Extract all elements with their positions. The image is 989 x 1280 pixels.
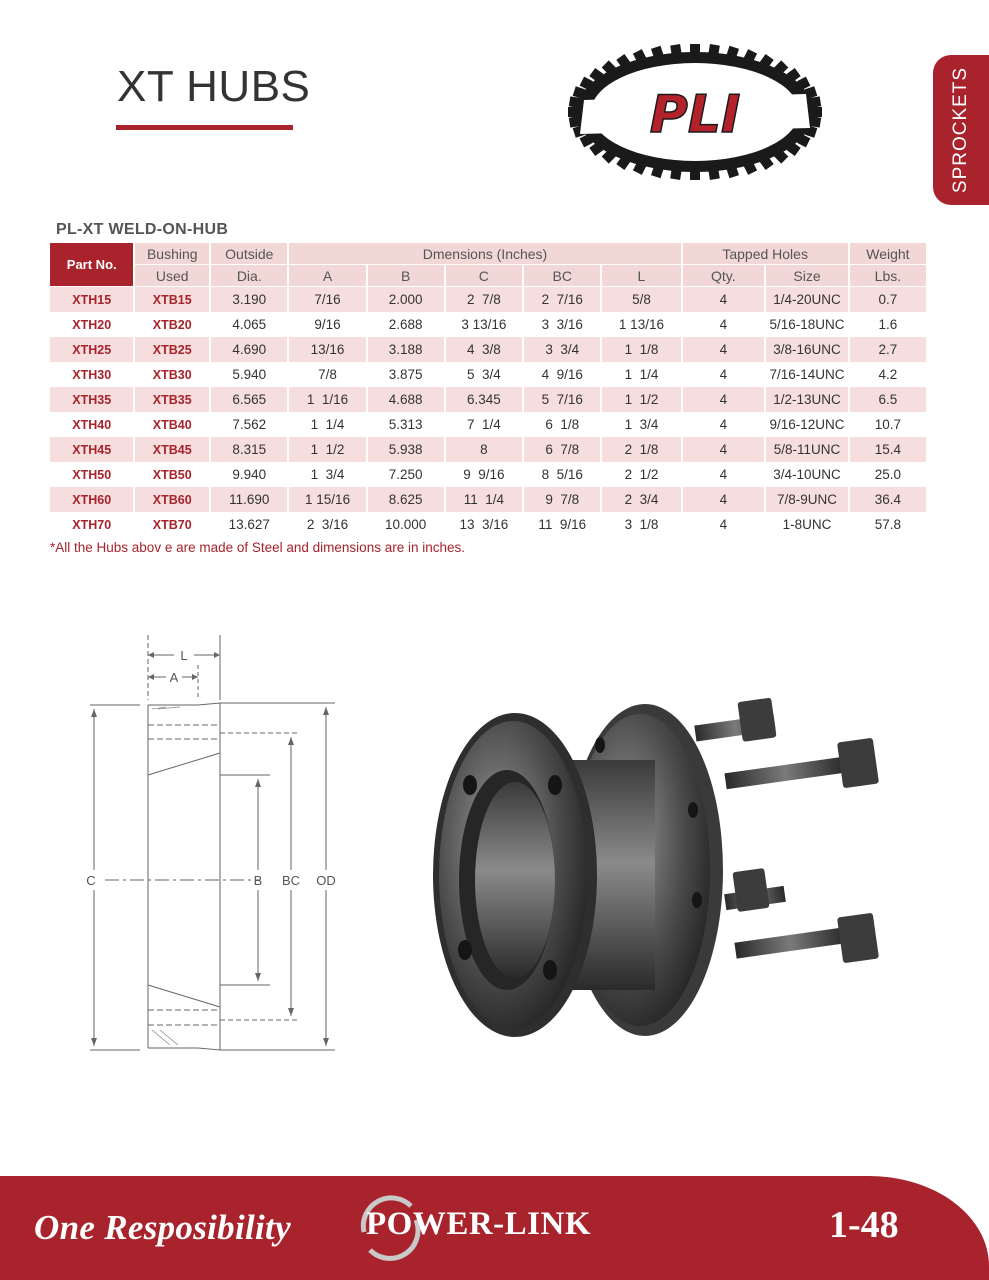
table-cell: 2 7/8: [445, 287, 523, 313]
table-cell: XTH35: [50, 387, 134, 412]
table-cell: 10.000: [367, 512, 445, 537]
table-cell: 1 1/8: [601, 337, 681, 362]
table-cell: 25.0: [849, 462, 927, 487]
table-cell: XTH30: [50, 362, 134, 387]
table-cell: 6 1/8: [523, 412, 601, 437]
table-row: [50, 512, 927, 537]
table-cell: 7.250: [367, 462, 445, 487]
diagram-label-bc: BC: [281, 873, 301, 888]
table-cell: 3/8-16UNC: [765, 337, 849, 362]
table-cell: 6.345: [445, 387, 523, 412]
header-part-no: Part No.: [50, 243, 134, 287]
table-row: [50, 462, 927, 487]
table-cell: 3.190: [210, 287, 288, 313]
table-cell: 11.690: [210, 487, 288, 512]
header-size: Size: [765, 265, 849, 287]
header-outside: Outside: [210, 243, 288, 265]
table-row: [50, 287, 927, 313]
table-cell: 1 1/2: [288, 437, 366, 462]
table-cell: 1 1/16: [288, 387, 366, 412]
table-cell: 5.940: [210, 362, 288, 387]
header-dia: Dia.: [210, 265, 288, 287]
header-weight: Weight: [849, 243, 927, 265]
table-cell: 3.875: [367, 362, 445, 387]
header-dimensions: Dmensions (Inches): [288, 243, 681, 265]
table-cell: 3 3/16: [523, 312, 601, 337]
table-cell: 7/8-9UNC: [765, 487, 849, 512]
table-cell: 7/8: [288, 362, 366, 387]
table-cell: 4: [682, 362, 766, 387]
table-cell: XTB70: [134, 512, 210, 537]
page-title: XT HUBS: [117, 62, 311, 111]
table-cell: XTB40: [134, 412, 210, 437]
table-cell: 1/2-13UNC: [765, 387, 849, 412]
table-cell: XTH25: [50, 337, 134, 362]
table-cell: XTB30: [134, 362, 210, 387]
header-b: B: [367, 265, 445, 287]
footer-slogan: One Resposibility: [34, 1208, 291, 1247]
table-cell: 9 7/8: [523, 487, 601, 512]
table-cell: 9/16: [288, 312, 366, 337]
section-tab-label: SPROCKETS: [950, 66, 971, 194]
table-cell: 5.938: [367, 437, 445, 462]
table-cell: 4.2: [849, 362, 927, 387]
table-cell: 11 9/16: [523, 512, 601, 537]
header-qty: Qty.: [682, 265, 766, 287]
table-cell: 8.625: [367, 487, 445, 512]
table-cell: 3.188: [367, 337, 445, 362]
table-cell: 2.000: [367, 287, 445, 313]
diagram-label-a: A: [169, 670, 179, 685]
table-cell: 5/8: [601, 287, 681, 313]
table-cell: 4: [682, 387, 766, 412]
pli-sprocket-logo: [560, 42, 830, 182]
sprocket-tooth: [568, 107, 578, 117]
table-cell: 2.688: [367, 312, 445, 337]
table-cell: 6.5: [849, 387, 927, 412]
table-cell: 5/16-18UNC: [765, 312, 849, 337]
table-cell: XTH20: [50, 312, 134, 337]
table-cell: 6.565: [210, 387, 288, 412]
header-l: L: [601, 265, 681, 287]
table-cell: 57.8: [849, 512, 927, 537]
table-cell: 2 1/2: [601, 462, 681, 487]
header-bc: BC: [523, 265, 601, 287]
table-cell: XTB15: [134, 287, 210, 313]
footer-brand: POWER-LINK: [366, 1206, 592, 1242]
table-cell: 7/16: [288, 287, 366, 313]
diagram-label-c: C: [86, 873, 96, 888]
table-cell: 7.562: [210, 412, 288, 437]
header-used: Used: [134, 265, 210, 287]
table-cell: 1 1/2: [601, 387, 681, 412]
table-cell: 2 3/4: [601, 487, 681, 512]
table-cell: 4 3/8: [445, 337, 523, 362]
table-cell: 4.065: [210, 312, 288, 337]
header-a: A: [288, 265, 366, 287]
diagram-label-l: L: [180, 648, 188, 663]
xt-hub-product-photo: [425, 690, 895, 1060]
page-number: 1-48: [829, 1204, 899, 1246]
table-cell: 36.4: [849, 487, 927, 512]
header-tapped-holes: Tapped Holes: [682, 243, 849, 265]
table-cell: 4: [682, 312, 766, 337]
table-cell: 5.313: [367, 412, 445, 437]
table-cell: 1.6: [849, 312, 927, 337]
table-cell: 3 1/8: [601, 512, 681, 537]
table-footnote: *All the Hubs abov e are made of Steel and dimensions are in inches.: [50, 540, 465, 555]
table-cell: 8: [445, 437, 523, 462]
table-cell: XTH60: [50, 487, 134, 512]
hub-dimensions-table: [50, 243, 928, 537]
table-cell: 1 3/4: [601, 412, 681, 437]
table-cell: 13 3/16: [445, 512, 523, 537]
table-cell: 4: [682, 487, 766, 512]
table-cell: 2 1/8: [601, 437, 681, 462]
table-cell: 9.940: [210, 462, 288, 487]
section-tab: [933, 55, 989, 205]
diagram-label-od: OD: [316, 873, 336, 888]
table-row: [50, 487, 927, 512]
table-cell: 4 9/16: [523, 362, 601, 387]
table-row: [50, 362, 927, 387]
table-cell: 2 7/16: [523, 287, 601, 313]
table-cell: 4: [682, 287, 766, 313]
table-cell: XTH15: [50, 287, 134, 313]
table-cell: 11 1/4: [445, 487, 523, 512]
table-row: [50, 312, 927, 337]
table-cell: 13.627: [210, 512, 288, 537]
title-underline: [116, 125, 293, 130]
table-cell: 10.7: [849, 412, 927, 437]
table-cell: 1 1/4: [288, 412, 366, 437]
table-cell: 1 13/16: [601, 312, 681, 337]
table-cell: 4: [682, 412, 766, 437]
hub-cross-section-diagram: [70, 625, 360, 1075]
table-row: [50, 412, 927, 437]
table-cell: XTB45: [134, 437, 210, 462]
table-cell: 5 7/16: [523, 387, 601, 412]
logo-text: PLI: [649, 85, 741, 145]
sprocket-tooth: [812, 107, 822, 117]
table-cell: 9/16-12UNC: [765, 412, 849, 437]
table-cell: XTB20: [134, 312, 210, 337]
table-cell: XTH50: [50, 462, 134, 487]
table-cell: XTH70: [50, 512, 134, 537]
table-cell: 13/16: [288, 337, 366, 362]
table-cell: 2 3/16: [288, 512, 366, 537]
header-lbs: Lbs.: [849, 265, 927, 287]
table-cell: 4.688: [367, 387, 445, 412]
table-cell: 4: [682, 337, 766, 362]
table-cell: 8 5/16: [523, 462, 601, 487]
table-cell: 4: [682, 437, 766, 462]
diagram-label-b: B: [253, 873, 263, 888]
table-cell: 5 3/4: [445, 362, 523, 387]
table-cell: 7/16-14UNC: [765, 362, 849, 387]
table-title: PL-XT WELD-ON-HUB: [56, 221, 229, 238]
table-cell: 1 3/4: [288, 462, 366, 487]
table-cell: 1-8UNC: [765, 512, 849, 537]
table-cell: 0.7: [849, 287, 927, 313]
table-cell: 1/4-20UNC: [765, 287, 849, 313]
table-cell: 3 13/16: [445, 312, 523, 337]
table-cell: XTB60: [134, 487, 210, 512]
table-cell: 4: [682, 512, 766, 537]
table-cell: 4: [682, 462, 766, 487]
table-cell: 8.315: [210, 437, 288, 462]
header-bushing: Bushing: [134, 243, 210, 265]
table-cell: XTB25: [134, 337, 210, 362]
table-row: [50, 387, 927, 412]
table-cell: 3/4-10UNC: [765, 462, 849, 487]
table-cell: 5/8-11UNC: [765, 437, 849, 462]
header-c: C: [445, 265, 523, 287]
table-cell: XTH40: [50, 412, 134, 437]
table-cell: 6 7/8: [523, 437, 601, 462]
table-cell: XTB35: [134, 387, 210, 412]
table-cell: XTH45: [50, 437, 134, 462]
table-cell: 4.690: [210, 337, 288, 362]
table-cell: 9 9/16: [445, 462, 523, 487]
table-row: [50, 437, 927, 462]
table-cell: 15.4: [849, 437, 927, 462]
table-cell: 7 1/4: [445, 412, 523, 437]
table-row: [50, 337, 927, 362]
table-cell: 1 1/4: [601, 362, 681, 387]
table-cell: 2.7: [849, 337, 927, 362]
table-cell: 3 3/4: [523, 337, 601, 362]
table-cell: XTB50: [134, 462, 210, 487]
table-cell: 1 15/16: [288, 487, 366, 512]
